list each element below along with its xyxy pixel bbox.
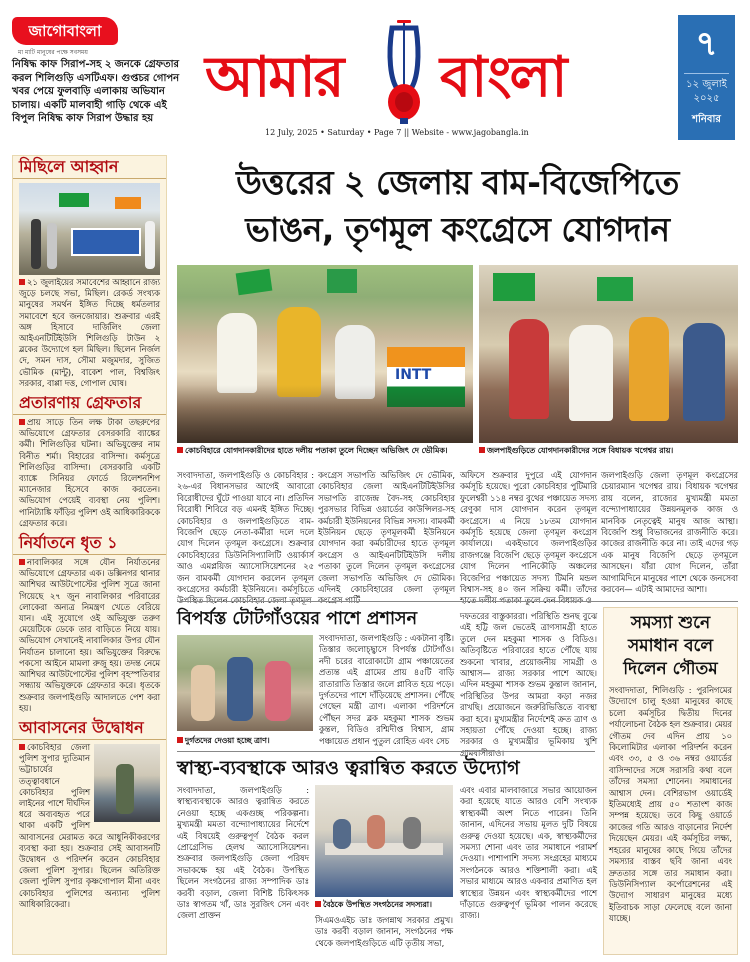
health-meeting-photo [315, 785, 453, 897]
badge-divider [684, 73, 729, 74]
lead-headline-line-1: উত্তরের ২ জেলায় বাম-বিজেপিতে [236, 163, 679, 202]
photo-caption: কোচবিহারে যোগদানকারীদের হাতে দলীয় পতাকা তুলে দিচ্ছেন অভিজিৎ দে ভৌমিক। [177, 445, 473, 456]
lead-article-col-1: সংবাদদাতা, জলপাইগুড়ি ও কোচবিহার : ২৬-এর বিধানসভার আগেই আবারো বিরোধীদের ঘুঁটে পাওয়া যাবে না। প্রতিদিন বিরোধী শিবিরে বড় এমনই ইঙ্গিত দিচ্ছে। কোচবিহার ও জলপাইগুড়িতে বাম-বিজেপি ছেড়ে নেতা-কর্মীরা দলে দলে যোগ দিলেন তৃণমূল কংগ্রেসে। শুক্রবার কোচবিহারের ডিউনিসিপ্যালিটি ওয়ার্কার্স আও এমপ্লয়িজ অ্যাসোসিয়েশনের ২৫ জন বামকর্মী যোগদান করলেন তৃণমূল কংগ্রেসের কর্মচারী ইউনিয়নে। কর্মসূচিতে উপস্থিত ছিলেন কোচবিহার জেলা তৃণমূল [177, 470, 314, 606]
cooch-behar-joining-photo [177, 265, 473, 443]
jagobangla-tagline: মা মাটি মানুষের পক্ষে সবসময় [18, 49, 88, 56]
brief-body: নাবালিকার সঙ্গে যৌন নির্যাতনের অভিযোগে গ্রেফতার এক। ডক্সিনগর থানার আশিঘর আউটপোস্টের পুলিশ সূত্রে জানা গিয়েছে ২৭ জুন নাবালিকার পরিবারের লোকেরা অন্যত্র নিমন্ত্রণ খেতে বেরিয়ে যান। এই সুযোগে ওই অভিযুক্ত তরুণ মেয়েটিকে ডেকে তার বাড়িতে নিয়ে যায়। অভিযোগ সেখানেই নাবালিকার উপর যৌন নির্যাতন চালানো হয়। অভিযুক্তের বিরুদ্ধে পকসো আইনে মামলা রুজু হয়। তদন্ত নেমে আশিঘর আউটপোস্টের পুলিশ বৃহস্পতিবার সন্ধ্যায় অভিযুক্তকে গ্রেফতার করে। ধৃতকে শুক্রবার জলপাইগুড়ি আদালতে পেশ করা হয়। [19, 557, 160, 713]
lead-article-col-2: কংগ্রেস সভাপতি অভিজিৎ দে ভৌমিক, কোচবিহার জেলা আইএনটিটিইউসির সভাপতি রাজেন্দ্র বৈদ-সহ কোচবিহার পুরসভার বিভিন্ন ওয়ার্ডের কাউন্সিলর-সহ কর্মচারী ইউনিয়নের বিভিন্ন সদস্য। বামকর্মী ইউনিয়ন ছেড়ে তৃণমূলকর্মী ইউনিয়নে যোগদান করা কর্মচারীদের হাতে তৃণমূল কংগ্রেস ও আইএনটিটিইউসি দলীয় পতাকা তুলে দিলেন তৃণমূল কংগ্রেসের জেলা সভাপতি অভিজিৎ দে ভৌমিক। এদিনই কোচবিহারের জেলা তৃণমূল কংগ্রেস পার্টি [318, 470, 455, 606]
brief-heading: মিছিলে আহ্বান [13, 156, 166, 179]
brief-heading: আবাসনের উদ্বোধন [13, 717, 166, 740]
section-divider [177, 601, 738, 602]
bullet-icon [19, 744, 25, 750]
brief-body: ২১ জুলাইয়ের সমাবেশের আহ্বানে রাজ্য জুড়ে চলছে সভা, মিছিল। রেকর্ড সংখ্যক মানুষের সমর্থন ইঙ্গিত দিচ্ছে ধর্মতলার সমাবেশে হবে জনজোয়ার। শুক্রবার এরই অঙ্গ হিসাবে দার্জিলিং জেলা আইএনটিটিইউসি শিলিগুড়ি টাউন ২ ব্লকের উদ্যোগে হল মিছিল। ছিলেন নির্জল দে, সমন দাস, সৌমা মজুমদার, সুজিত ভৌমিক (মান্টু), বাকেশ পাল, বিশ্বজিৎ সরকার, বাপ্পা দত্ত, গোপাল ঘোষ। [19, 277, 160, 388]
bullet-icon [479, 447, 485, 453]
masthead [0, 0, 750, 150]
brief-heading: প্রতারণায় গ্রেফতার [13, 392, 166, 415]
relief-distribution-photo [177, 635, 313, 731]
flag [327, 269, 357, 293]
story3-col-3: এবং এবার মালবাজারে সভার আয়োজন করা হয়েছে যাতে আরও বেশি সংখ্যক স্বাস্থ্যকর্মী অংশ নিতে পারেন। তিনি জানান, এদিনের সভায় মূলত দুটি বিষয়ে গুরুত্ব দেওয়া হয়েছে। এক, স্বাস্থ্যকর্মীদের সমস্যা শোনা এবং তার সমাধানে পরামর্শ দেওয়া। পাশাপাশি সদস্য সংগ্রহের মাধ্যমে সংগঠনকে আরও শক্তিশালী করা। এই সভার মাধ্যমে আরও একবার প্রমাণিত হল স্বাস্থ্যের উন্নয়ন এবং স্বাস্থ্যকর্মীদের পাশে দাঁড়াতে গুরুত্বপূর্ণ ভূমিকা পালন করেছে রাজ্য। [460, 785, 597, 921]
brief-body: প্রায় সাড়ে তিন লক্ষ টাকা তছরুপের অভিযোগে গ্রেফতার বেসরকারি ব্যাঙ্কের কর্মী। শিলিগুড়ির ঘটনা। অভিযুক্তের নাম বিনীত শর্মা। বিহারের বাসিন্দা। কর্মসূত্রে শিলিগুড়ির বাসিন্দা। বেসরকারি একটি ব্যাঙ্কে সিনিয়র ফোর্ডে রিলেশনশিপ ম্যানেজার হিসেবে কাজ করতেন। অভিযোগ পেয়েই ব্যবস্থা নেয় পুলিশ। পানিট্যাঙ্কি ফাঁড়ির পুলিশ ওই আধিকারিককে গ্রেফতার করে। [19, 417, 160, 528]
top-news-brief: নিষিদ্ধ কাফ সিরাপ-সহ ২ জনকে গ্রেফতার করল শিলিগুড়ি এসটিএফ। গুপ্তচর গোপন খবর পেয়ে ফুলবাড়ি এলাকায় অভিযান চালায়। একটি মালবাহী গাড়ি থেকে এই বিপুল নিষিদ্ধ কাফ সিরাপ উদ্ধার হয় [12, 59, 180, 124]
logo-text-right: বাংলা [440, 45, 566, 110]
flag [115, 197, 141, 209]
flag [597, 277, 633, 301]
jalpaiguri-joining-photo [479, 265, 738, 443]
brief-heading: নির্যাতনে ধৃত ১ [13, 532, 166, 555]
main-area [177, 155, 738, 955]
story2-col-1: সংবাদদাতা, জলপাইগুড়ি : একটানা বৃষ্টি। তিস্তার জলোচ্ছ্বাসে বিপর্যস্ত টোটগাঁও। নদী চরের বারোকাটো গ্রাম পঞ্চায়েতের প্রত্যন্ত এই গ্রামের প্রায় ৪৫টি বাড়ি রাতারাতি তিস্তার জলে প্লাবিত হয়ে পড়ে। দুর্গতদের পাশে দাঁড়িয়েছে প্রশাসন। পৌঁছে গেছেন মন্ত্রী ত্রাণ। এলাকা পরিদর্শনে পৌঁছন সদর ব্লক মহকুমা শাসক শুভম কুন্তল, বিডিও রশ্মিদীপ্ত বিশ্বাস, গ্রাম পঞ্চায়েত প্রধান পুতুল রোহিত এবং সেচ [319, 633, 454, 746]
issue-date: ১২ জুলাই [686, 79, 727, 90]
banner-text: INTT [395, 367, 432, 383]
lead-article-col-4: জলপাইগুড়ি জেলা তৃণমূল কংগ্রেসের চেয়ারম্যান খগেশ্বর রায়। বিধায়ক খগেশ্বর রায় বলেন, রাজ্যের মুখ্যমন্ত্রী মমতা বন্দ্যোপাধ্যায়ের উন্নয়নমূলক কাজ ও মানবিক নেতৃত্বেই মানুষ আজ আস্থা। বিজেপি শুধু বিভাজনের রাজনীতি করে। কাজের রাজনীতি করে না। তাই এদের গড় এক মানুষ বিজেপি ছেড়ে তৃণমূলে আসছেন। যাঁরা যোগ দিলেন, তাঁরা আগামিদিনে মানুষের পাশে থেকে জনসেবা করবেন— এটাই আমাদের আশা। [601, 470, 738, 595]
bullet-icon [177, 447, 183, 453]
rally-banner [71, 228, 141, 256]
story3-col-1: সংবাদদাতা, জলপাইগুড়ি : স্বাস্থ্যব্যবস্থাকে আরও ত্বরান্বিত করতে নেওয়া হচ্ছে একগুচ্ছ পরিকল্পনা। মুখ্যমন্ত্রী মমতা বন্দ্যোপাধ্যায়ের নির্দেশে এই বিষয়েই গুরুত্বপূর্ণ বৈঠক করল প্রোগ্রেসিভ হেলথ অ্যাসোসিয়েশন। শুক্রবার জলপাইগুড়ি জেলা পরিষদ সভাকক্ষে হয় এই বৈঠক। উপস্থিত ছিলেন সংগঠনের রাজ্য সম্পাদিক ডাঃ করবী বড়াল, জেলা বিশিষ্ট চিকিৎসক ডাঃ স্বাগতম খাঁ, ডাঃ সুরজিৎ সেন এবং জেলা প্রাক্তন [177, 785, 309, 921]
story-headline: সমস্যা শুনে সমাধান বলে দিলেন গৌতম [623, 613, 718, 679]
flag [236, 269, 273, 296]
story-headline: স্বাস্থ্য-ব্যবস্থাকে আরও ত্বরান্বিত করতে উদ্যোগ [177, 757, 520, 779]
brief-body: কোচবিহার জেলা পুলিশ সুপার দ্যুতিমান ভট্টাচার্যের তত্ত্বাবধানে কোচবিহার পুলিশ লাইনের পাশে দীর্ঘদিন ধরে অব্যবহৃত পরে থাকা একটি পুলিশ আবাসনের মেরামত করে আধুনিকীকরণের ব্যবস্থা করা হয়। শুক্রবার সেই আবাসনটি উদ্বোধন ও পরিদর্শন করেন কোচবিহার জেলা পুলিশ সুপার। ছিলেন অতিরিক্ত জেলা পুলিশ সুপার কৃষ্ণগোপাল মীনা এবং কোচবিহার পুলিশের অন্যান্য পুলিশ আধিকারিকেরা। [19, 741, 160, 909]
photo-caption: দুর্গতদের দেওয়া হচ্ছে ত্রাণ। [177, 735, 457, 746]
bullet-icon [19, 279, 25, 285]
story2-col-2: দফতরের বাস্তুকাররা। পরিস্থিতি শুনছ বুঝে এই হট্টি জল ভেতেই ত্রাণসামগ্রী হাতে তুলে দেন মহকুমা শাসক ও বিডিও। অতিবৃষ্টিতে পরিবারের হাতে পৌঁছে যায় শুকনো খাবার, প্রয়োজনীয় সামগ্রী ও আশ্বাস— রাজ্য সরকার পাশে আছে। এদিন মহকুমা শাসক শুভম কুন্তাল জানান, পরিস্থিতির উপর আমরা কড়া নজর রাখছি। প্রয়োজনে জরুরিভিত্তিতে ব্যবস্থা করা হবে। মুখ্যমন্ত্রীর নির্দেশেই ক্রত ত্রাণ ও সহায়তা পৌঁছে দেওয়া হচ্ছে। রাজ্য সরকার ও মুখ্যমন্ত্রীর ভূমিকায় খুশি গ্রামবাসীরাও। [460, 611, 597, 758]
bullet-icon [315, 901, 321, 907]
story-headline: বিপর্যস্ত টোটগাঁওয়ের পাশে প্রশাসন [177, 609, 418, 629]
issue-year: ২০২৫ [693, 93, 720, 104]
lead-headline-line-2: ভাঙন, তৃণমূল কংগ্রেসে যোগদান [245, 210, 670, 249]
jagobangla-logo[interactable]: জাগোবাংলা [12, 17, 118, 45]
page-number: ৭ [695, 24, 718, 64]
rally-photo [19, 183, 160, 275]
story4-box [603, 607, 738, 955]
lead-photos [177, 265, 738, 455]
photo-caption: বৈঠকে উপস্থিত সংগঠনের সদস্যরা। [315, 899, 455, 910]
story4-body: সংবাদদাতা, শিলিগুড়ি : পুরনিগমের উদ্যোগে চালু হওয়া মানুষের কাছে চলো কর্মসূচির দ্বিতীয় দিনের পর্যালোচনা বৈঠক হল শুক্রবার। মেয়র গৌতম দেব এদিন প্রায় ১০ কিলোমিটার এলাকা পরিদর্শন করেন এবং ৩৩, ৫ ও ৩৬ নম্বর ওয়ার্ডের বাসিন্দাদের সঙ্গে সরাসরি কথা বলে তাঁদের সমস্যা শোনেন। সমাধানের আশ্বাস দেন। বেশিরভাগ ওয়ার্ডেই ইতিমধ্যেই প্রায় ৫০ শতাংশ কাজ সম্পন্ন হয়েছে। তবে কিছু ওয়ার্ডে কাজের গতি আরও বাড়ানোর নির্দেশ দিয়েছেন মেয়র। এই কর্মসূচির লক্ষ্য, শহরের মানুষের কাছে গিয়ে তাঁদের সমস্যার বাস্তব ছবি জানা এবং দ্রুততার সঙ্গে তার সমাধান করা। ডিউনিসিপ্যাল কর্পোরেশনের এই উদ্যোগ সাধারণ মানুষের মধ্যে ইতিবাচক সাড়া ফেলেছে বলে জানা যাচ্ছে। [609, 685, 732, 924]
flag [493, 273, 535, 301]
lead-article-col-3: অফিসে শুক্রবার দুপুরে এই যোগদান কর্মসূচি হয়েছে। পুরো কোচবিহার পুটিমারি ফুলেশ্বরী ১১৪ নম্বর বুথের পঞ্চায়েত সদস্য রেণুকা দাস যোগদান করেন তৃণমূল কংগ্রেসে। এ নিয়ে ১৮তম যোগদান কর্মসূচি হয়েছে জেলা তৃণমূল কংগ্রেস কার্যালয়ে। একইভাবে জলপাইগুড়ির রাজগঞ্জে বিজেপি ছেড়ে তৃণমূল কংগ্রেসে যোগ দিলেন পানিকৌড়ি অঞ্চলের বিজেপির পঞ্চায়েত সদস্য টিমনি মন্ডল বিশ্বাস-সহ ৪০ জন সক্রিয় কর্মী। তাঁদের হাতে দলীয় পতাকা তুলে দেন বিধায়ক ও [460, 470, 597, 606]
flag [59, 193, 89, 207]
ektara-icon [370, 20, 440, 125]
lead-headline [177, 159, 738, 253]
section-divider [177, 751, 595, 752]
bullet-icon [19, 559, 25, 565]
issue-day: শনিবার [692, 114, 721, 125]
bullet-icon [177, 737, 183, 743]
logo-text-left: আমার [205, 45, 343, 110]
dateline: 12 July, 2025 • Saturday • Page 7 || Website - www.jagobangla.in [265, 128, 529, 137]
bullet-icon [19, 419, 25, 425]
newspaper-logo [200, 20, 655, 125]
photo-caption: জলপাইগুড়িতে যোগদানকারীদের সঙ্গে বিধায়ক খগেশ্বর রায়। [479, 445, 738, 456]
housing-inauguration-photo [94, 744, 160, 822]
page-badge [678, 15, 735, 140]
left-news-column [12, 155, 167, 955]
story3-col-2: সিএমওএইচ ডাঃ জগন্নাথ সরকার প্রমুখ। ডাঃ করবী বড়াল জানান, সংগঠনের পক্ষ থেকে জলপাইগুড়িতে এটি তৃতীয় সভা, [315, 915, 453, 948]
